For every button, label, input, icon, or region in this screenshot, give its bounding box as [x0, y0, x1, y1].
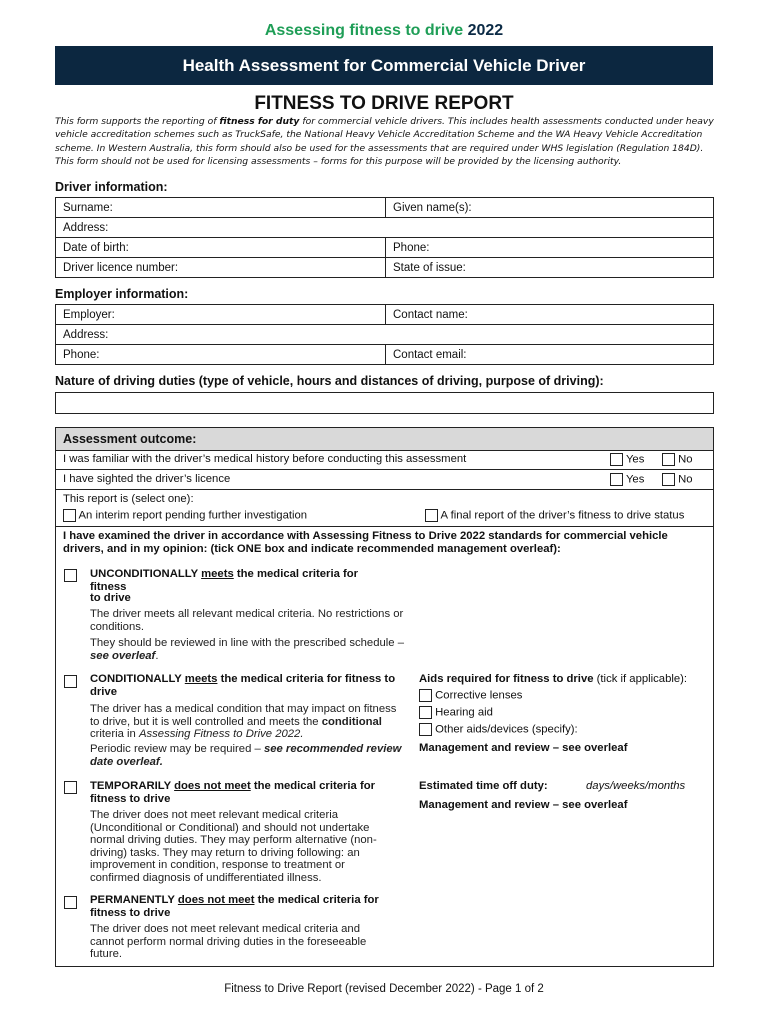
- conditional-title-2: the medical criteria for fitness to drive: [90, 673, 396, 698]
- final-option[interactable]: [425, 509, 684, 522]
- outcome-heading: [56, 428, 713, 451]
- conditional-see-review: see recommended review date overleaf.: [90, 743, 402, 768]
- assessment-outcome-section: [55, 427, 714, 967]
- familiar-no-label: No: [678, 453, 693, 466]
- conditional-desc-2: [90, 743, 408, 768]
- licence-number-field[interactable]: Driver licence number:: [56, 258, 386, 278]
- employer-address-field[interactable]: Address:: [56, 325, 714, 345]
- other-aids-checkbox[interactable]: [419, 723, 432, 736]
- employer-phone-field[interactable]: Phone:: [56, 345, 386, 365]
- contact-email-field[interactable]: Contact email:: [386, 345, 714, 365]
- divider: [56, 489, 713, 490]
- brand-year: 2022: [467, 22, 504, 39]
- hearing-option[interactable]: [419, 706, 493, 719]
- familiar-yes-option[interactable]: [610, 453, 644, 466]
- duties-field[interactable]: [55, 392, 714, 414]
- divider: [56, 526, 713, 527]
- unconditional-desc-1: The driver meets all relevant medical criteria. No restrictions or conditions.: [90, 608, 404, 633]
- time-off-units[interactable]: days/weeks/months: [586, 780, 686, 792]
- sighted-yes-label: Yes: [625, 473, 645, 486]
- familiar-no-checkbox[interactable]: [662, 453, 675, 466]
- intro-text-1: This form supports the reporting of: [55, 116, 220, 127]
- temporary-title-1: TEMPORARILY: [90, 780, 175, 792]
- aids-heading-bold: Aids required for fitness to drive: [419, 673, 594, 685]
- divider: [56, 469, 713, 470]
- permanent-checkbox[interactable]: [64, 896, 77, 909]
- conditional-afd-ref: Assessing Fitness to Drive 2022.: [138, 728, 304, 740]
- driver-table: [55, 197, 714, 278]
- interim-checkbox[interactable]: [63, 509, 76, 522]
- outcome-heading-text: Assessment outcome:: [63, 432, 197, 446]
- familiar-yes-checkbox[interactable]: [610, 453, 623, 466]
- final-checkbox[interactable]: [425, 509, 438, 522]
- unconditional-title-1: UNCONDITIONALLY: [90, 568, 202, 580]
- familiar-question: I was familiar with the driver’s medical history before conducting this assessment: [63, 453, 467, 465]
- conditional-meets: meets: [184, 673, 218, 685]
- hearing-label: Hearing aid: [435, 706, 493, 719]
- temporary-title: [90, 780, 395, 805]
- time-off-management-note: Management and review – see overleaf: [419, 799, 628, 811]
- examined-statement: I have examined the driver in accordance with Assessing Fitness to Drive 2022 standards for commercial vehicle drivers, and in my opinion: (tick ONE box and indicate recommended management overleaf):: [63, 530, 668, 555]
- conditional-desc-1: [90, 703, 408, 741]
- interim-option[interactable]: [63, 509, 307, 522]
- permanent-not-meet: does not meet: [177, 894, 255, 906]
- surname-field[interactable]: Surname:: [56, 198, 386, 218]
- aids-management-note: Management and review – see overleaf: [419, 742, 628, 754]
- page-footer: Fitness to Drive Report (revised December 2022) - Page 1 of 2: [224, 983, 544, 995]
- lenses-checkbox[interactable]: [419, 689, 432, 702]
- form-banner: Health Assessment for Commercial Vehicle Driver: [55, 46, 713, 85]
- duties-heading: Nature of driving duties (type of vehicle, hours and distances of driving, purpose of driving):: [55, 374, 604, 388]
- employer-table: [55, 304, 714, 365]
- aids-heading: [419, 673, 687, 685]
- intro-paragraph: [55, 115, 715, 169]
- driver-heading: Driver information:: [55, 180, 168, 194]
- sighted-yes-checkbox[interactable]: [610, 473, 623, 486]
- employer-heading: Employer information:: [55, 287, 189, 301]
- permanent-desc: The driver does not meet relevant medical criteria and cannot perform normal driving duties in the foreseeable future.: [90, 923, 367, 960]
- hearing-checkbox[interactable]: [419, 706, 432, 719]
- sighted-yes-option[interactable]: [610, 473, 644, 486]
- conditional-desc-2a: Periodic review may be required –: [90, 743, 264, 755]
- aids-heading-note: (tick if applicable):: [593, 673, 688, 685]
- contact-name-field[interactable]: Contact name:: [386, 305, 714, 325]
- permanent-title-2: the medical criteria for fitness to drive: [90, 894, 379, 919]
- familiar-yes-label: Yes: [625, 453, 645, 466]
- conditional-desc-1a: The driver has a medical condition that may impact on fitness to drive, but it is well controlled and meets the: [90, 703, 397, 728]
- final-label: A final report of the driver’s fitness to drive status: [440, 509, 685, 522]
- familiar-no-option[interactable]: [662, 453, 693, 466]
- report-type-label: This report is (select one):: [63, 493, 194, 505]
- conditional-bold: conditional: [321, 715, 382, 728]
- unconditional-title-3: to drive: [90, 592, 131, 604]
- unconditional-title: [90, 568, 390, 593]
- unconditional-see-overleaf: see overleaf: [90, 649, 156, 662]
- lenses-label: Corrective lenses: [435, 689, 523, 702]
- other-aids-option[interactable]: [419, 723, 578, 736]
- conditional-checkbox[interactable]: [64, 675, 77, 688]
- unconditional-title-2: the medical criteria for fitness: [90, 568, 359, 593]
- unconditional-desc-2: [90, 637, 410, 662]
- given-name-field[interactable]: Given name(s):: [386, 198, 714, 218]
- unconditional-desc-2c: .: [155, 649, 159, 662]
- lenses-option[interactable]: [419, 689, 522, 702]
- conditional-title-1: CONDITIONALLY: [90, 673, 185, 685]
- permanent-title: [90, 894, 395, 919]
- temporary-not-meet: does not meet: [174, 780, 251, 792]
- intro-bold: fitness for duty: [219, 116, 300, 127]
- unconditional-checkbox[interactable]: [64, 569, 77, 582]
- dob-field[interactable]: Date of birth:: [56, 238, 386, 258]
- temporary-desc: The driver does not meet relevant medical criteria (Unconditional or Conditional) and should not undertake normal driving duties. They may perform alternative (non-driving) tasks. They may return to driving following: an improvement in condition, response to treatment or confirmed diagnosis of undifferentiated illness.: [90, 809, 377, 884]
- driver-address-field[interactable]: Address:: [56, 218, 714, 238]
- brand-prefix: Assessing fitness to drive: [264, 22, 464, 39]
- intro-text-2: for commercial vehicle drivers. This includes health assessments conducted under heavy vehicle accreditation schemes such as TruckSafe, the National Heavy Vehicle Accreditation Scheme and the WA Heavy Vehicle Accreditation scheme. In Western Australia, this form should also be used for the assessments that are required under WHS legislation (Regulation 184D). This form should not be used for licensing assessments – forms for this purpose will be provided by the licensing authority.: [55, 116, 714, 168]
- sighted-no-checkbox[interactable]: [662, 473, 675, 486]
- page-title: FITNESS TO DRIVE REPORT: [254, 93, 514, 114]
- sighted-no-label: No: [678, 473, 693, 486]
- other-aids-label: Other aids/devices (specify):: [435, 723, 578, 736]
- state-of-issue-field[interactable]: State of issue:: [386, 258, 714, 278]
- sighted-question: I have sighted the driver’s licence: [63, 473, 231, 485]
- unconditional-meets: meets: [201, 568, 234, 580]
- conditional-title: [90, 673, 400, 698]
- sighted-no-option[interactable]: [662, 473, 693, 486]
- conditional-desc-1c: criteria in: [90, 728, 139, 740]
- brand-title: [0, 22, 768, 40]
- temporary-checkbox[interactable]: [64, 781, 77, 794]
- interim-label: An interim report pending further investigation: [78, 509, 308, 522]
- unconditional-desc-2a: They should be reviewed in line with the prescribed schedule –: [90, 637, 404, 649]
- permanent-title-1: PERMANENTLY: [90, 894, 178, 906]
- time-off-label: Estimated time off duty:: [419, 780, 548, 792]
- driver-phone-field[interactable]: Phone:: [386, 238, 714, 258]
- employer-field[interactable]: Employer:: [56, 305, 386, 325]
- temporary-title-2: the medical criteria for fitness to drive: [90, 780, 376, 805]
